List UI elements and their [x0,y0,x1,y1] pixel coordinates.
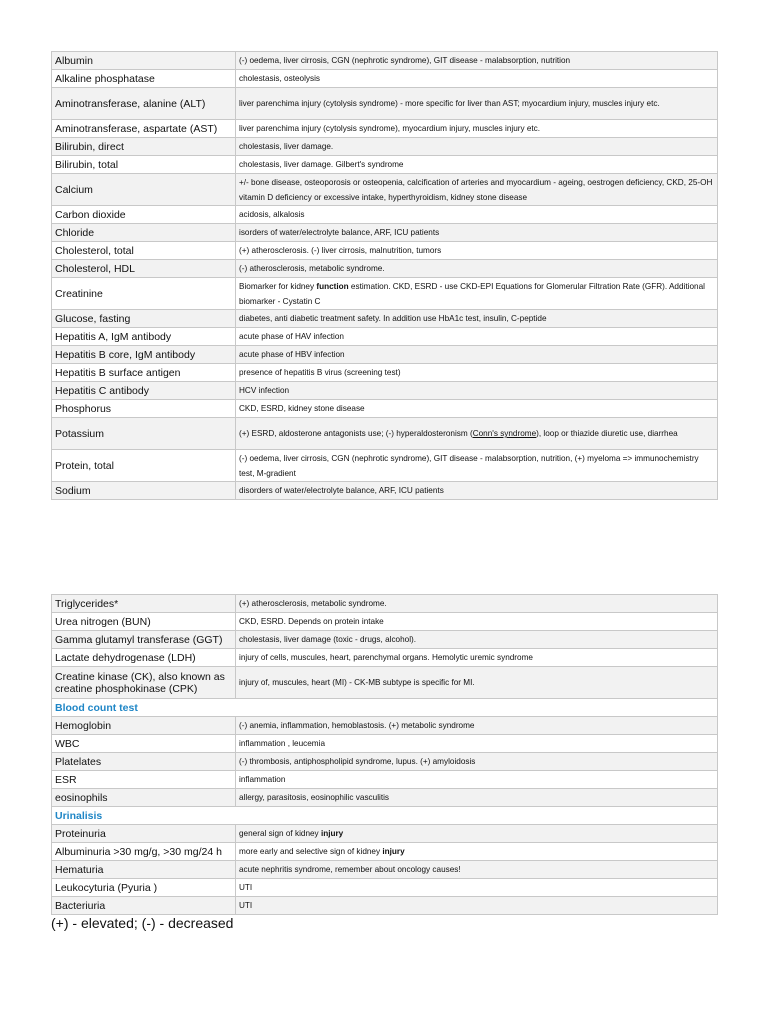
test-description-cell: allergy, parasitosis, eosinophilic vasculitis [236,789,718,807]
description-text: ), loop or thiazide diuretic use, diarrhea [536,429,678,438]
test-description-cell: inflammation [236,771,718,789]
test-description-cell: isorders of water/electrolyte balance, ARF, ICU patients [236,224,718,242]
description-text: more early and selective sign of kidney [239,847,383,856]
test-description-cell: (-) atherosclerosis, metabolic syndrome. [236,260,718,278]
test-name-cell: Sodium [52,482,236,500]
test-name-cell: Potassium [52,418,236,450]
test-description-cell: cholestasis, liver damage. Gilbert's syndrome [236,156,718,174]
legend-note: (+) - elevated; (-) - decreased [51,915,234,931]
test-description-cell: acidosis, alkalosis [236,206,718,224]
test-name-cell: Protein, total [52,450,236,482]
test-name-cell: Hepatitis A, IgM antibody [52,328,236,346]
table-row [52,138,718,156]
test-description-cell: cholestasis, liver damage. [236,138,718,156]
test-description-cell: injury of cells, muscules, heart, parenchymal organs. Hemolytic uremic syndrome [236,649,718,667]
table-row [52,382,718,400]
table-row [52,450,718,482]
test-name-cell: Cholesterol, total [52,242,236,260]
description-bold-text: function [316,281,349,291]
test-description-cell: CKD, ESRD, kidney stone disease [236,400,718,418]
lab-tests-table-2 [51,594,718,915]
table-row [52,328,718,346]
table-row [52,879,718,897]
test-description-cell: injury of, muscules, heart (MI) - CK-MB subtype is specific for MI. [236,667,718,699]
test-name-cell: Creatine kinase (CK), also known as creatine phosphokinase (CPK) [52,667,236,699]
section-title: Urinalisis [52,807,718,825]
test-description-cell: acute phase of HBV infection [236,346,718,364]
test-description-cell [236,418,718,450]
table-row [52,174,718,206]
table-row [52,278,718,310]
test-description-cell: inflammation , leucemia [236,735,718,753]
test-name-cell: Lactate dehydrogenase (LDH) [52,649,236,667]
test-description-cell: (-) oedema, liver cirrosis, CGN (nephrotic syndrome), GIT disease - malabsorption, nutrition, (+) myeloma => immunochemistry test, M-gradient [236,450,718,482]
table-row [52,364,718,382]
test-name-cell: Calcium [52,174,236,206]
table-row [52,418,718,450]
test-name-cell: Proteinuria [52,825,236,843]
description-bold-text: injury [382,847,405,856]
test-description-cell: HCV infection [236,382,718,400]
table-row [52,156,718,174]
test-description-cell: liver parenchima injury (cytolysis syndrome) - more specific for liver than AST; myocardium injury, muscles injury etc. [236,88,718,120]
table-row [52,52,718,70]
table-row [52,595,718,613]
test-description-cell: (-) oedema, liver cirrosis, CGN (nephrotic syndrome), GIT disease - malabsorption, nutrition [236,52,718,70]
table-row [52,310,718,328]
test-name-cell: Alkaline phosphatase [52,70,236,88]
test-description-cell: cholestasis, osteolysis [236,70,718,88]
test-description-cell: liver parenchima injury (cytolysis syndrome), myocardium injury, muscles injury etc. [236,120,718,138]
test-description-cell [236,825,718,843]
table-row [52,861,718,879]
table-row [52,649,718,667]
test-description-cell [236,843,718,861]
table-row [52,825,718,843]
section-title: Blood count test [52,699,718,717]
test-description-cell: (+) atherosclerosis, metabolic syndrome. [236,595,718,613]
table-row [52,613,718,631]
table-row [52,843,718,861]
table-row [52,346,718,364]
section-header-row [52,699,718,717]
table-row [52,120,718,138]
test-description-cell: (+) atherosclerosis. (-) liver cirrosis, malnutrition, tumors [236,242,718,260]
test-name-cell: Creatinine [52,278,236,310]
test-name-cell: eosinophils [52,789,236,807]
test-name-cell: Bacteriuria [52,897,236,915]
test-name-cell: Hepatitis B core, IgM antibody [52,346,236,364]
section-header-row [52,807,718,825]
test-name-cell: Hemoglobin [52,717,236,735]
test-name-cell: ESR [52,771,236,789]
table-row [52,260,718,278]
description-text: general sign of kidney [239,829,321,838]
conns-syndrome-link[interactable]: Conn's syndrome [472,429,537,438]
test-name-cell: Aminotransferase, alanine (ALT) [52,88,236,120]
table-row [52,771,718,789]
table-row [52,88,718,120]
table-row [52,242,718,260]
test-description-cell: CKD, ESRD. Depends on protein intake [236,613,718,631]
test-name-cell: Albumin [52,52,236,70]
test-description-cell: (-) thrombosis, antiphospholipid syndrome, lupus. (+) amyloidosis [236,753,718,771]
table-row [52,717,718,735]
table-row [52,753,718,771]
test-name-cell: Hematuria [52,861,236,879]
description-text: Biomarker for kidney [239,281,317,291]
description-text: estimation. CKD, ESRD - use CKD-EPI Equations for Glomerular Filtration Rate (GFR). Additional biomarker - Cystatin C [239,281,705,306]
test-description-cell [236,278,718,310]
table-row [52,224,718,242]
test-description-cell: (-) anemia, inflammation, hemoblastosis. (+) metabolic syndrome [236,717,718,735]
test-name-cell: Triglycerides* [52,595,236,613]
test-description-cell: UTI [236,879,718,897]
test-name-cell: Gamma glutamyl transferase (GGT) [52,631,236,649]
table-row [52,789,718,807]
test-name-cell: Albuminuria >30 mg/g, >30 mg/24 h [52,843,236,861]
test-description-cell: acute nephritis syndrome, remember about oncology causes! [236,861,718,879]
test-name-cell: Platelates [52,753,236,771]
test-name-cell: Chloride [52,224,236,242]
test-description-cell: acute phase of HAV infection [236,328,718,346]
table-row [52,897,718,915]
test-name-cell: Cholesterol, HDL [52,260,236,278]
test-description-cell: +/- bone disease, osteoporosis or osteopenia, calcification of arteries and myocardium - ageing, oestrogen deficiency, CKD, 25-OH vitamin D deficiency or excessive intake, hyperthyroidism, kidney stone disease [236,174,718,206]
test-name-cell: Carbon dioxide [52,206,236,224]
table-row [52,735,718,753]
description-bold-text: injury [320,829,344,838]
table-row [52,667,718,699]
table-row [52,482,718,500]
table-row [52,70,718,88]
test-name-cell: Phosphorus [52,400,236,418]
test-name-cell: Aminotransferase, aspartate (AST) [52,120,236,138]
test-name-cell: Bilirubin, direct [52,138,236,156]
test-description-cell: disorders of water/electrolyte balance, ARF, ICU patients [236,482,718,500]
table-row [52,400,718,418]
test-name-cell: WBC [52,735,236,753]
test-name-cell: Hepatitis C antibody [52,382,236,400]
test-name-cell: Leukocyturia (Pyuria ) [52,879,236,897]
test-name-cell: Hepatitis B surface antigen [52,364,236,382]
table-row [52,206,718,224]
description-text: (+) ESRD, aldosterone antagonists use; (-) hyperaldosteronism ( [239,429,473,438]
test-description-cell: presence of hepatitis B virus (screening test) [236,364,718,382]
test-name-cell: Glucose, fasting [52,310,236,328]
test-name-cell: Bilirubin, total [52,156,236,174]
table-row [52,631,718,649]
test-description-cell: diabetes, anti diabetic treatment safety. In addition use HbA1c test, insulin, C-peptide [236,310,718,328]
test-description-cell: UTI [236,897,718,915]
test-description-cell: cholestasis, liver damage (toxic - drugs, alcohol). [236,631,718,649]
lab-tests-table-1 [51,51,718,500]
test-name-cell: Urea nitrogen (BUN) [52,613,236,631]
